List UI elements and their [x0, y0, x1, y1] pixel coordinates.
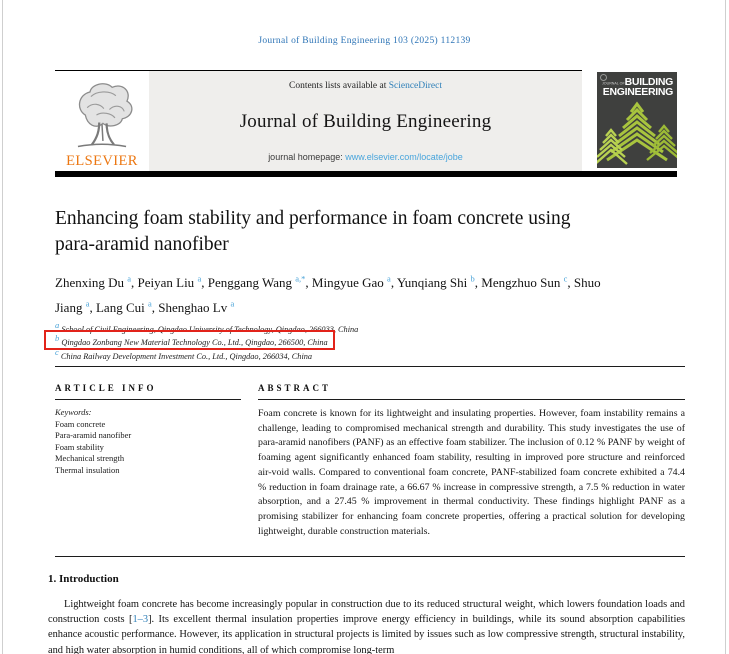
journal-title: Journal of Building Engineering: [239, 110, 492, 132]
cover-title: [601, 78, 673, 97]
author-affiliation-superscript[interactable]: a: [387, 274, 391, 284]
journal-cover-thumbnail[interactable]: [597, 72, 677, 168]
affiliation-superscript: a: [55, 320, 60, 330]
affiliation-superscript: b: [55, 333, 60, 344]
author-affiliation-superscript[interactable]: a: [127, 274, 131, 284]
journal-header: [55, 70, 582, 171]
author-affiliation-superscript[interactable]: a: [85, 298, 90, 309]
intro-text-after-ref: ]. Its excellent thermal insulation properties improve energy efficiency in buildings, while its sound absorption capabilities enhance acoustic performance. However, its application in structural projects is limited by issues such as low compressive strength, structural instability, and high water absorption in humid conditions, all of which compromise long-term: [48, 614, 685, 654]
contents-lists-line: [153, 81, 578, 91]
divider-rule: [55, 556, 685, 557]
homepage-line: [153, 152, 578, 162]
journal-masthead: [149, 71, 582, 171]
author: Penggang Wang $^{a,*}$,: [207, 274, 312, 291]
elsevier-wordmark: ELSEVIER: [66, 153, 138, 169]
elsevier-logo[interactable]: [55, 71, 149, 171]
header-divider-bar: [55, 171, 677, 177]
homepage-prefix: journal homepage:: [268, 152, 346, 162]
article-info-heading: ARTICLE INFO: [55, 383, 157, 393]
author: Shenghao Lv $^a$: [158, 298, 235, 315]
abstract-text: Foam concrete is known for its lightweight and insulating properties. However, foam instability remains a challenge, leading to compromised mechanical strength and durability. This study investigates the use of para-aramid nanofibers (PANF) as an effective foam stabilizer. The inclusion of 0.12 % PANF by weight of foaming agent significantly enhanced foam stability, resulting in improved pore structure and reinforced air-void walls. Compared to conventional foam concrete, PANF-stabilized foam concrete exhibited a 74.4 % reduction in foam drainage rate, a 66.67 % increase in compressive strength, a 7.5 % reduction in water absorption, and a 27.45 % improvement in thermal conductivity. These findings highlight PANF as a promising stabilizer for enhancing foam concrete properties, offering a practical solution for developing lightweight, durable construction materials.: [258, 408, 685, 537]
affiliation-row: $^c$ China Railway Development Investment Co., Ltd., Qingdao, 266034, China: [55, 346, 313, 361]
author: Zhenxing Du $^a$,: [55, 274, 138, 291]
author-affiliation-superscript[interactable]: a: [230, 298, 235, 309]
keyword-item: Foam concrete: [55, 418, 106, 429]
author: Peiyan Liu $^a$,: [137, 274, 208, 291]
sciencedirect-link[interactable]: ScienceDirect: [388, 81, 442, 91]
author-affiliation-superscript[interactable]: b: [470, 274, 475, 284]
cover-title-line2: ENGINEERING: [602, 85, 673, 98]
intro-text-before-ref: Lightweight foam concrete has become increasingly popular in construction due to its reduced structural weight, which lowers foundation loads and construction costs [: [48, 599, 685, 626]
divider-rule: [258, 399, 685, 400]
running-head-citation[interactable]: Journal of Building Engineering 103 (2025) 112139: [258, 36, 471, 46]
author-affiliation-superscript[interactable]: c: [563, 274, 568, 284]
affiliation-superscript: c: [55, 346, 59, 357]
citation-ref-link[interactable]: 1–3: [132, 614, 149, 626]
author: Yunqiang Shi $^b$,: [396, 274, 482, 291]
affiliation-row: $^a$ School of Civil Engineering, Qingdao University of Technology, Qingdao, 266033, China: [55, 320, 359, 334]
keyword-item: Foam stability: [55, 441, 104, 452]
author: Mengzhuo Sun $^c$,: [481, 274, 574, 291]
page-border-left: [2, 0, 3, 654]
affiliation-row-highlighted: $^b$ Qingdao Zonbang New Material Technology Co., Ltd., Qingdao, 266500, China: [55, 333, 328, 348]
cover-title-line1: BUILDING: [624, 76, 673, 88]
homepage-url-link[interactable]: www.elsevier.com/locate/jobe: [345, 152, 463, 162]
affiliation-list: [55, 321, 665, 361]
author-list: [55, 269, 620, 318]
author-affiliation-superscript[interactable]: a: [147, 298, 152, 309]
cover-chevron-trees-icon: [597, 98, 677, 168]
keywords-label: Keywords:: [55, 407, 92, 417]
keyword-items: [55, 419, 245, 477]
page-border-right: [725, 0, 726, 654]
article-title: Enhancing foam stability and performance in foam concrete using para-aramid nanofiber: [55, 208, 571, 255]
keyword-item: Thermal insulation: [55, 464, 120, 475]
keywords-block: [55, 407, 245, 476]
keyword-item: Para-aramid nanofiber: [55, 430, 132, 440]
author: Lang Cui $^a$,: [95, 298, 159, 315]
abstract-heading: ABSTRACT: [258, 383, 332, 393]
divider-rule: [55, 399, 241, 400]
contents-prefix: Contents lists available at: [288, 81, 389, 91]
keyword-item: Mechanical strength: [55, 453, 125, 463]
author-affiliation-superscript[interactable]: a,*: [295, 274, 306, 284]
cover-journal-of-label: JOURNAL OF: [602, 81, 625, 86]
introduction-paragraph: [48, 597, 685, 654]
author: Mingyue Gao $^a$,: [311, 274, 397, 291]
section-heading-introduction: 1. Introduction: [48, 573, 119, 585]
divider-rule: [55, 366, 685, 367]
author: Shuo Jiang $^a$,: [55, 275, 601, 315]
author-affiliation-superscript[interactable]: a: [197, 274, 202, 284]
elsevier-tree-icon: [65, 78, 139, 154]
